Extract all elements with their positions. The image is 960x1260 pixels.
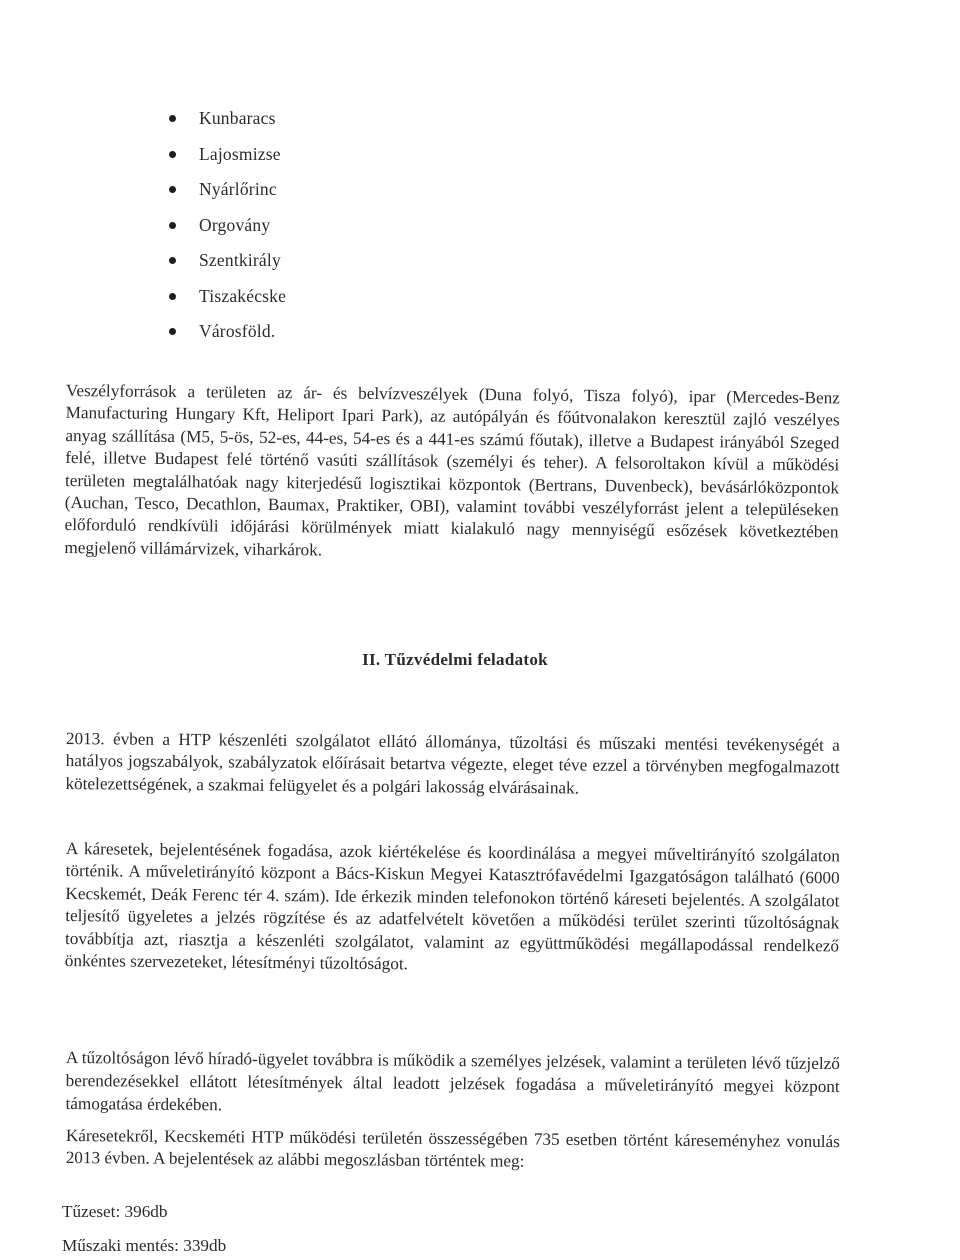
settlement-name: Lajosmizse xyxy=(199,143,281,164)
list-item xyxy=(165,210,286,246)
section-heading: II. Tűzvédelmi feladatok xyxy=(362,650,548,669)
radio-duty-paragraph: A tűzoltóságon lévő híradó-ügyelet továbbra is működik a személyes jelzések, valamint a területen lévő tűzjelző berendezésekkel ellátott létesítmények által leadott jelzések fogadása a műveletirányító megyei központ támogatása érdekében. xyxy=(65,1047,840,1115)
bullet-icon xyxy=(169,293,176,300)
bullet-icon xyxy=(169,222,176,229)
technical-rescue-count: Műszaki mentés: 339db xyxy=(62,1236,227,1255)
list-item xyxy=(165,316,286,352)
list-item xyxy=(165,103,286,139)
bullet-icon xyxy=(169,186,176,193)
settlement-name: Orgovány xyxy=(199,214,271,235)
bullet-icon xyxy=(169,115,176,122)
dispatch-paragraph: A káresetek, bejelentésének fogadása, azok kiértékelése és koordinálása a megyei műveltirányító szolgálaton történik. A műveletirányító központ a Bács-Kiskun Megyei Katasztrófavédelmi Igazgatóságon található (6000 Kecskemét, Deák Ferenc tér 4. szám). Ide érkezik minden telefonokon történő káreseti bejelentés. A szolgálatot teljesítő ügyeletes a jelzés rögzítése és az adatfelvételt követően a működési terület szerinti tűzoltóságnak továbbítja azt, riasztja a készenléti szolgálatot, valamint az együttműködési megállapodással rendelkező önkéntes szervezeteket, létesítményi tűzoltóságot. xyxy=(64,838,840,974)
list-item xyxy=(165,245,286,281)
settlement-name: Szentkirály xyxy=(199,250,281,270)
settlement-name: Kunbaracs xyxy=(199,108,276,128)
settlement-list xyxy=(165,103,286,352)
hazards-paragraph: Veszélyforrások a területen az ár- és belvízveszélyek (Duna folyó, Tisza folyó), ipar (Mercedes-Benz Manufacturing Hungary Kft, Heliport Ipari Park), az autópályán és főútvonalakon keresztül zajló veszélyes anyag szállítása (M5, 5-ös, 52-es, 44-es, 54-es és a 441-es számú főutak), illetve a Budapest irányából Szeged felé, illetve Budapest felé történő vasúti szállítások (személyi és teher). A felsoroltakon kívül a működési területen megtalálhatóak nagy kiterjedésű logisztikai központok (Bertrans, Duvenbeck), bevásárlóközpontok (Auchan, Tesco, Decathlon, Baumax, Praktiker, OBI), valamint további veszélyforrást jelent a településeken előforduló rendkívüli időjárási körülmények miatt kialakuló nagy mennyiségű esőzések következtében megjelenő villámárvizek, viharkárok. xyxy=(64,380,840,560)
year-summary-paragraph: 2013. évben a HTP készenléti szolgálatot ellátó állománya, tűzoltási és műszaki mentési tevékenységét a hatályos jogszabályok, szabályzatok előírásait betartva végezte, eleget téve ezzel a törvényben megfogalmazott kötelezettségének, a szakmai felügyelet és a polgári lakosság elvárásainak. xyxy=(65,728,840,798)
settlement-name: Városföld. xyxy=(199,321,276,341)
settlement-name: Nyárlőrinc xyxy=(199,179,277,199)
list-item xyxy=(165,174,286,210)
list-item xyxy=(165,281,286,317)
bullet-icon xyxy=(169,328,176,335)
bullet-icon xyxy=(169,151,176,158)
list-item xyxy=(165,139,286,175)
settlement-name: Tiszakécske xyxy=(199,285,287,306)
incident-stats-paragraph: Káresetekről, Kecskeméti HTP működési területén összességében 735 esetben történt káreseményhez vonulás 2013 évben. A bejelentések az alábbi megoszlásban történtek meg: xyxy=(65,1126,840,1172)
fire-count: Tűzeset: 396db xyxy=(62,1202,168,1221)
bullet-icon xyxy=(169,257,176,264)
